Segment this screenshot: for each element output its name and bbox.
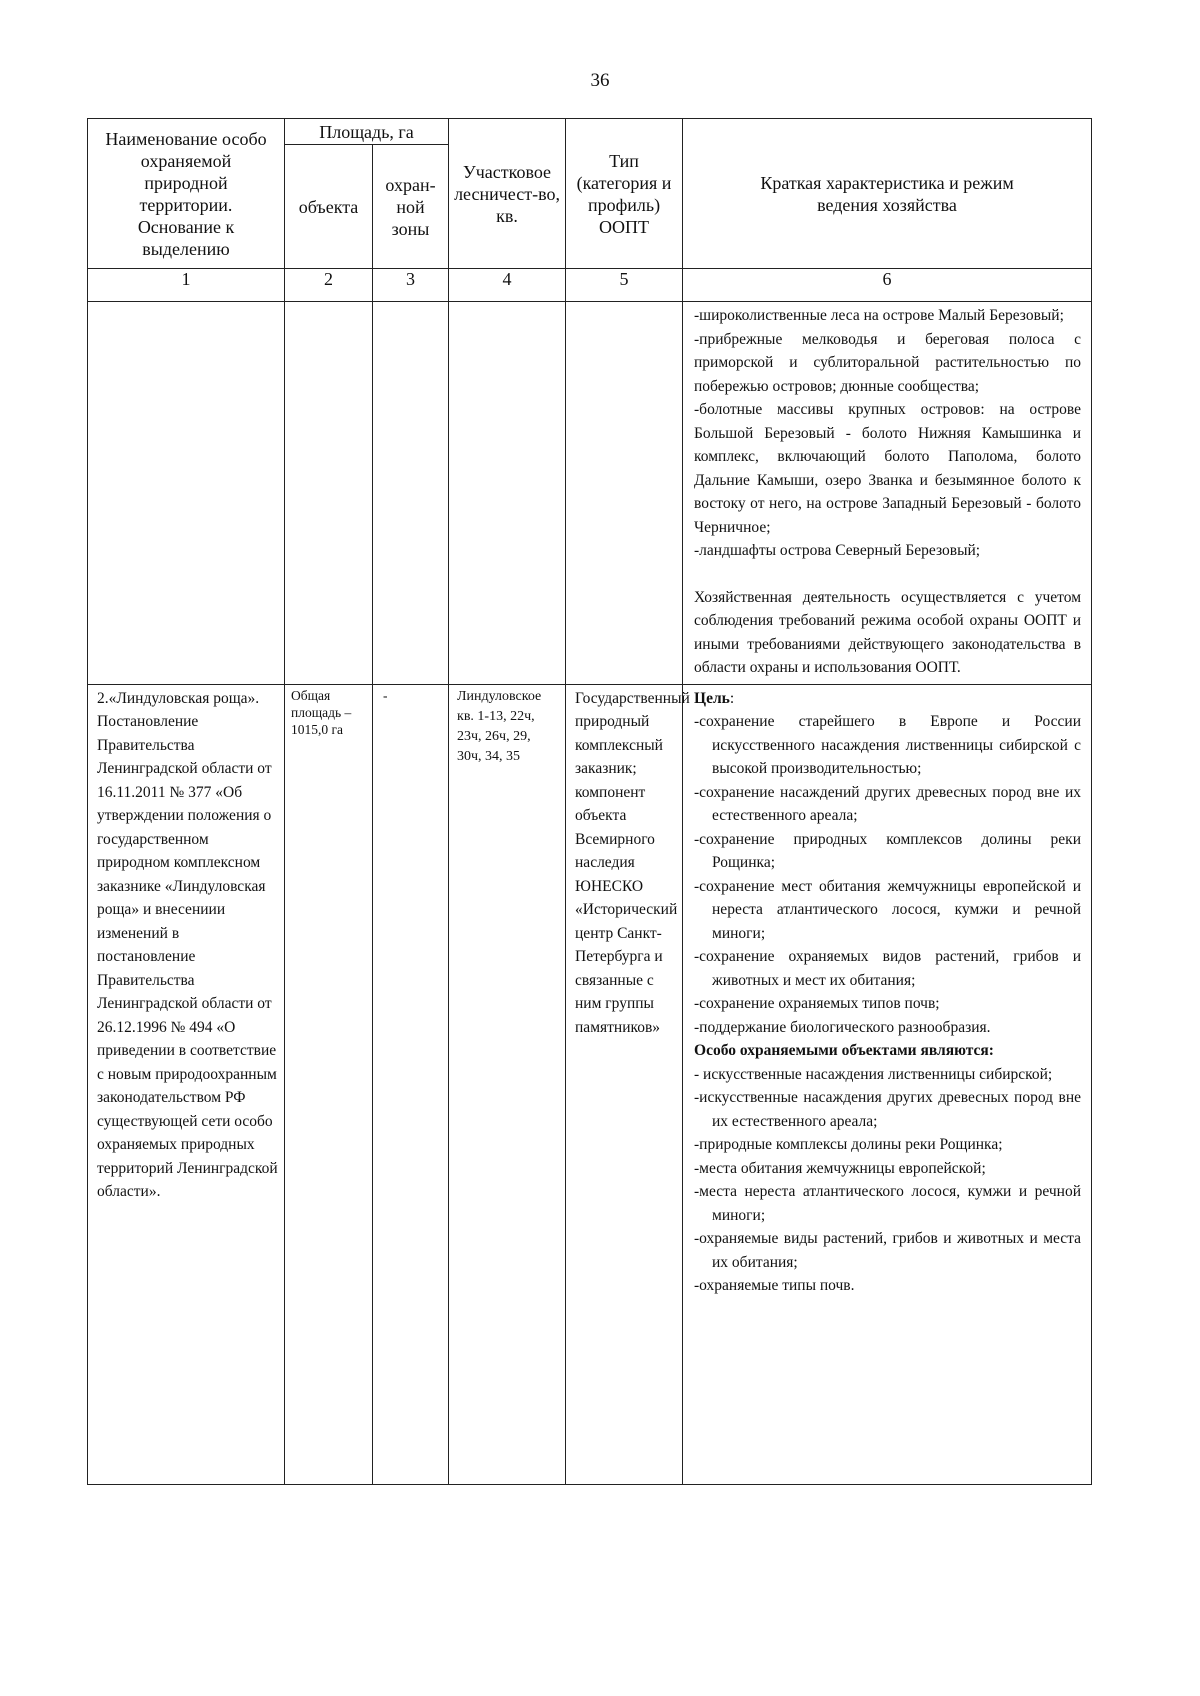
list-item: -ландшафты острова Северный Березовый; (694, 542, 981, 559)
continuation-characteristics (683, 302, 1092, 685)
list-item: -поддержание биологического разнообразия. (694, 1018, 991, 1036)
list-item: -болотные массивы крупных островов: на острове Большой Березовый - болото Нижняя Камышинка и комплекс, включающий болото Паполома, болото Дальние Камыши, озеро Званка и безымянное болото к востоку от него, на острове Западный Березовый - болото Черничное; (694, 401, 1082, 536)
goal-colon: : (729, 689, 735, 707)
entry-row (88, 684, 1092, 1484)
regime-text: Хозяйственная деятельность осуществляется с учетом соблюдения требований режима особой охраны ООПТ и иными требованиями действующего законодательства в области охраны и использования ООПТ. (694, 588, 1082, 676)
page-number: 36 (590, 70, 610, 91)
list-item: -охраняемые типы почв. (694, 1277, 855, 1294)
header-area-buffer: охран-ной зоны (373, 145, 449, 269)
list-item: -сохранение мест обитания жемчужницы европейской и нереста атлантического лосося, кумжи и речной миноги; (694, 877, 1082, 942)
list-item: -сохранение старейшего в Европе и России искусственного насаждения лиственницы сибирской с высокой производительностью; (694, 713, 1082, 777)
column-number: 2 (285, 269, 373, 302)
header-area-group: Площадь, га (285, 119, 449, 145)
list-item: -сохранение природных комплексов долины реки Рощинка; (694, 830, 1082, 871)
list-item: - искусственные насаждения лиственницы сибирской; (694, 1065, 1053, 1083)
list-item: -сохранение охраняемых типов почв; (694, 995, 940, 1012)
list-item: -искусственные насаждения других древесных пород вне их естественного ареала; (694, 1089, 1082, 1130)
entry-type: Государственный природный комплексный заказник; компонент объекта Всемирного наследия ЮНЕСКО «Исторический центр Санкт-Петербурга и связанные с ним группы памятников» (566, 684, 683, 1484)
objects-title: Особо охраняемыми объектами являются: (694, 1042, 994, 1059)
goal-title: Цель (694, 689, 730, 707)
column-number: 4 (449, 269, 566, 302)
entry-area-buffer: - (373, 684, 449, 1484)
column-number: 6 (683, 269, 1092, 302)
entry-forestry: Линдуловское кв. 1-13, 22ч, 23ч, 26ч, 29, 30ч, 34, 35 (449, 684, 566, 1484)
column-number-row (88, 269, 1092, 302)
entry-characteristics (683, 684, 1092, 1484)
header-area-object: объекта (285, 145, 373, 269)
header-forestry: Участковое лесничест-во, кв. (449, 119, 566, 269)
list-item: -широколиственные леса на острове Малый Березовый; (694, 307, 1064, 324)
column-number: 1 (88, 269, 285, 302)
protected-areas-table (87, 118, 1092, 1485)
column-number: 5 (566, 269, 683, 302)
list-item: -природные комплексы долины реки Рощинка; (694, 1136, 1003, 1153)
entry-area-object: Общая площадь – 1015,0 га (285, 684, 373, 1484)
header-name: Наименование особо охраняемой природной территории. Основание к выделению (88, 119, 285, 269)
column-number: 3 (373, 269, 449, 302)
list-item: -места обитания жемчужницы европейской; (694, 1159, 986, 1177)
list-item: -места нереста атлантического лосося, кумжи и речной миноги; (694, 1183, 1082, 1224)
list-item: -сохранение насаждений других древесных пород вне их естественного ареала; (694, 783, 1082, 824)
header-type: Тип (категория и профиль) ООПТ (566, 119, 683, 269)
continuation-row (88, 302, 1092, 685)
header-characteristics: Краткая характеристика и режим ведения хозяйства (683, 119, 1092, 269)
list-item: -сохранение охраняемых видов растений, грибов и животных и мест их обитания; (694, 948, 1082, 989)
list-item: -охраняемые виды растений, грибов и животных и места их обитания; (694, 1230, 1082, 1271)
list-item: -прибрежные мелководья и береговая полоса с приморской и сублиторальной растительностью по побережью островов; дюнные сообщества; (694, 330, 1082, 395)
entry-name: 2.«Линдуловская роща». Постановление Правительства Ленинградской области от 16.11.2011 № 377 «Об утверждении положения о государственном природном комплексном заказнике «Линдуловская роща» и внесениии изменений в постановление Правительства Ленинградской области от 26.12.1996 № 494 «О приведении в соответствие с новым природоохранным законодательством РФ существующей сети особо охраняемых природных территорий Ленинградской области». (88, 684, 285, 1484)
